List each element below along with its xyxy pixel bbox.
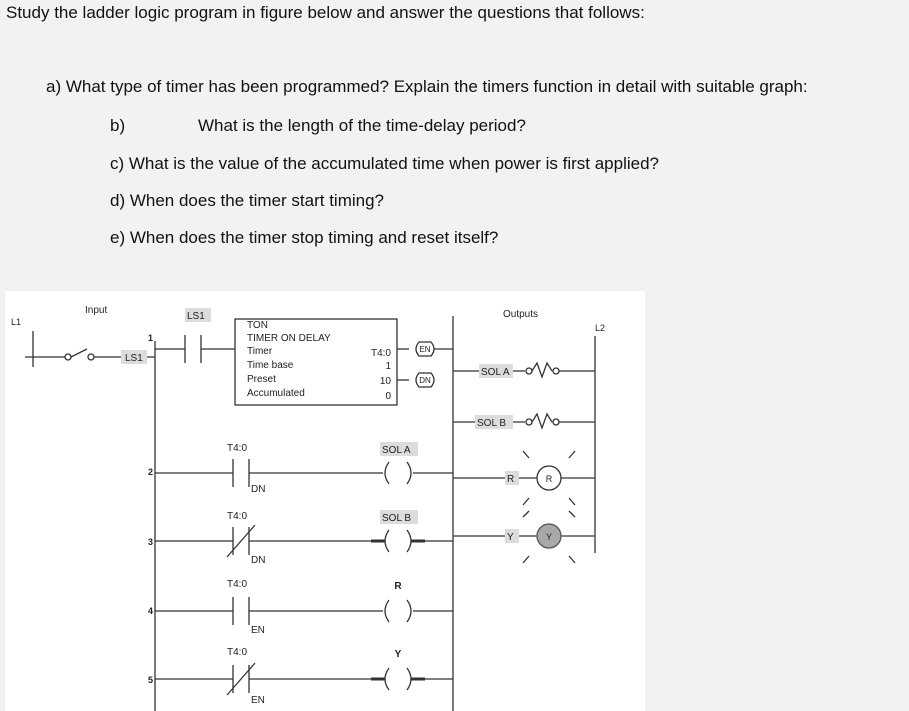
input-switch-terminal	[88, 354, 94, 360]
coil-left-arc	[385, 462, 389, 484]
input-switch-label: LS1	[125, 353, 143, 364]
light-ray	[523, 498, 529, 505]
rung4-number: 4	[148, 606, 154, 616]
ton-type: TON	[247, 320, 268, 331]
field-yellow-label: Y	[507, 532, 514, 543]
sol-b-terminal	[526, 419, 532, 425]
ton-timer-value: T4:0	[370, 348, 391, 359]
ladder-diagram	[5, 291, 645, 711]
coil-left-arc	[385, 668, 389, 690]
coil-left-arc	[385, 600, 389, 622]
light-ray	[523, 451, 529, 458]
question-intro: Study the ladder logic program in figure below and answer the questions that follows:	[6, 3, 645, 22]
rung4-contact-bit: EN	[251, 625, 265, 636]
ton-preset-label: Preset	[247, 374, 276, 385]
rung5-contact-bit: EN	[251, 695, 265, 706]
question-e: e) When does the timer stop timing and reset itself?	[110, 228, 499, 247]
question-a: a) What type of timer has been programmed? Explain the timers function in detail with suitable graph:	[46, 77, 808, 96]
light-ray	[569, 556, 575, 563]
coil-left-arc	[385, 530, 389, 552]
rung2-output-label: SOL A	[382, 445, 411, 456]
ton-time-base-value: 1	[385, 361, 391, 372]
question-b-text: What is the length of the time-delay period?	[198, 116, 526, 135]
ton-accumulated-value: 0	[385, 391, 391, 402]
l2-label: L2	[595, 323, 606, 333]
rung3-contact-bit: DN	[251, 555, 266, 566]
ton-timer-label: Timer	[247, 346, 273, 357]
ton-preset-value: 10	[379, 376, 391, 387]
input-switch-terminal	[65, 354, 71, 360]
light-ray	[569, 498, 575, 505]
light-ray	[569, 511, 575, 517]
yellow-lamp-letter: Y	[545, 532, 553, 542]
ton-time-base-label: Time base	[247, 360, 294, 371]
ton-name: TIMER ON DELAY	[247, 333, 331, 344]
question-d: d) When does the timer start timing?	[110, 191, 385, 210]
question-b-label: b)	[110, 116, 126, 135]
rung3-contact-tag: T4:0	[227, 511, 248, 522]
sol-a-terminal	[553, 368, 559, 374]
rung3-number: 3	[148, 537, 154, 547]
light-ray	[569, 451, 575, 458]
field-red-label: R	[507, 474, 515, 485]
ton-accumulated-label: Accumulated	[247, 388, 305, 399]
rung5-output-label: Y	[394, 649, 402, 660]
en-output-label: EN	[419, 345, 431, 354]
rung5-contact-tag: T4:0	[227, 647, 248, 658]
field-sol-a-label: SOL A	[481, 367, 510, 378]
rung1-number: 1	[148, 333, 154, 343]
rung4-output-label: R	[394, 581, 402, 592]
rung2-contact-tag: T4:0	[227, 443, 248, 454]
light-ray	[523, 556, 529, 563]
sol-a-terminal	[526, 368, 532, 374]
rung3-output-label: SOL B	[382, 513, 412, 524]
ladder-diagram-figure	[5, 291, 645, 711]
outputs-heading: Outputs	[503, 309, 539, 320]
l1-label: L1	[11, 317, 22, 327]
sol-b-coil	[532, 414, 552, 428]
question-b	[110, 116, 526, 136]
coil-right-arc	[407, 530, 411, 552]
rung2-contact-bit: DN	[251, 484, 266, 495]
coil-right-arc	[407, 668, 411, 690]
dn-output-label: DN	[419, 376, 431, 385]
rung2-number: 2	[148, 467, 154, 477]
field-sol-b-label: SOL B	[477, 418, 507, 429]
coil-right-arc	[407, 600, 411, 622]
coil-right-arc	[407, 462, 411, 484]
rung1-contact-label: LS1	[187, 311, 205, 322]
light-ray	[523, 511, 529, 517]
rung5-number: 5	[148, 675, 154, 685]
sol-b-terminal	[553, 419, 559, 425]
input-heading: Input	[85, 305, 108, 316]
input-switch-blade	[71, 349, 87, 357]
question-c: c) What is the value of the accumulated time when power is first applied?	[110, 154, 659, 173]
rung4-contact-tag: T4:0	[227, 579, 248, 590]
sol-a-coil	[532, 363, 552, 377]
red-lamp-letter: R	[545, 474, 553, 484]
